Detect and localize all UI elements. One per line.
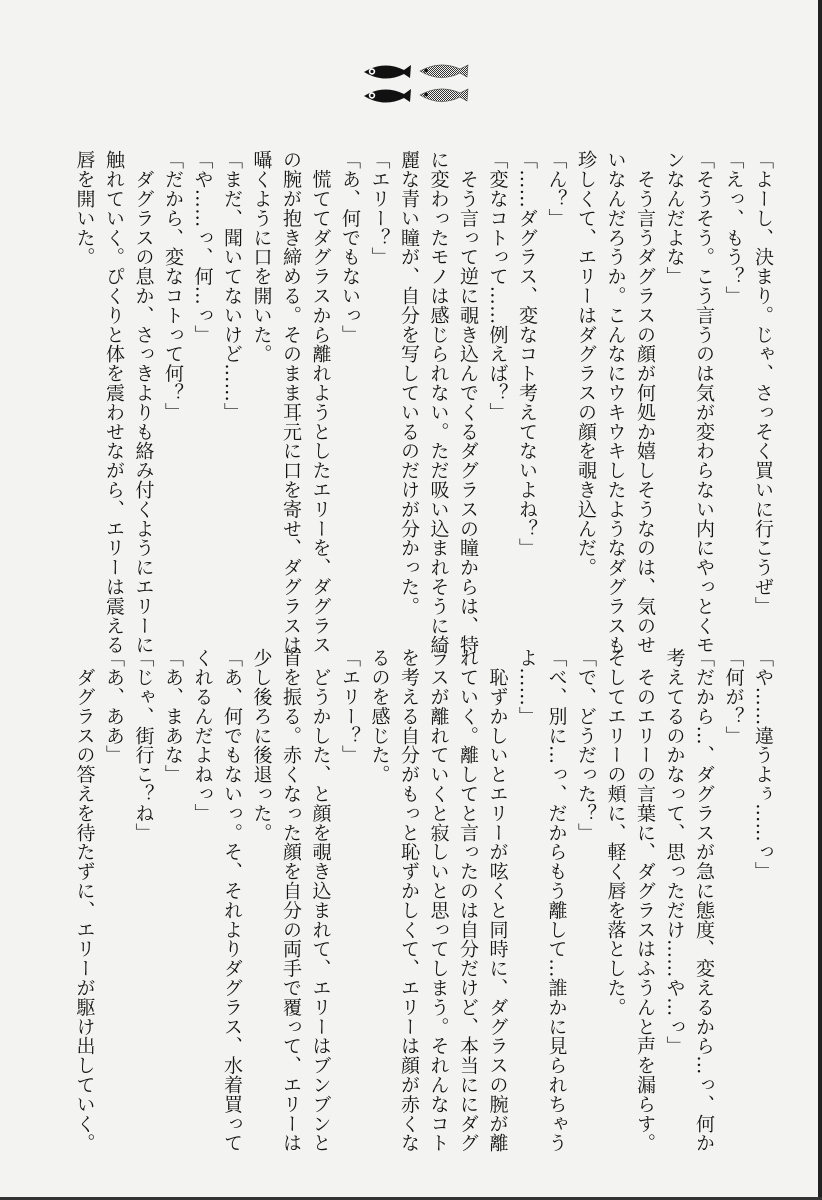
text-column: 「そうそう。こう言うのは気が変わらない内にやっとくモ [693,150,715,655]
text-column: 「あ、まあな」 [162,648,184,784]
text-column: よ……」 [516,648,538,726]
text-block-upper [67,150,777,655]
fish-patterned-icon [420,89,468,102]
text-column: 「あ、何でもないっ。そ、それよりダグラス、水着買って [221,648,243,1153]
text-column: るのを感じた。 [368,648,391,784]
text-column: 考えてるのかなって、思っただけ……や…っ」 [663,648,686,1056]
text-column: 「だから…、ダグラスが急に態度、変えるから…っ、何か [693,648,715,1153]
text-column: 少し後ろに後退った。 [250,648,273,842]
text-column: 「エリー？」 [368,150,391,267]
text-column: 囁くように口を開いた。 [250,150,273,364]
text-column: 「あ、ああ」 [103,648,125,765]
text-column: 「じゃ、街行こ？ね」 [132,648,155,842]
fish-solid-icon [364,89,411,103]
text-column: 「エリー？」 [339,648,361,765]
fish-solid-icon [364,65,411,79]
text-column: そしてエリーの頬に、軽く唇を落とした。 [604,648,627,1017]
text-column: ダグラスの息か、さっきよりも絡み付くようにエリーに [132,150,155,655]
fish-ornament-icon [358,60,478,108]
text-column: 「べ、別に…っ、だからもう離して…誰かに見られちゃう [545,648,568,1153]
text-column: 麗な青い瞳が、自分を写しているのだけが分かった。 [398,150,420,616]
text-column: に変わったモノは感じられない。ただ吸い込まれそうに綺 [427,150,450,655]
text-column: 「や……違うよぅ……っ」 [752,648,774,881]
text-column: 「……ダグラス、変なコト考えてないよね？」 [516,150,538,558]
text-column: 触れていく。ぴくりと体を震わせながら、エリーは震える [103,150,125,655]
text-column: ンなんだよな」 [663,150,686,286]
text-column: 慌ててダグラスから離れようとしたエリーを、ダグラス [309,150,332,655]
text-column: 「ん？」 [545,150,568,228]
text-column: いなんだろうか。こんなにウキウキしたようなダグラスも [604,150,627,655]
text-column: の腕が抱き締める。そのまま耳元に口を寄せ、ダグラスは [280,150,302,655]
text-column: を考える自分がもっと恥ずかしくて、エリーは顔が赤くな [398,648,420,1153]
text-column: 「や……っ、何…っ」 [191,150,214,344]
text-column: くれるんだよねっ」 [191,648,214,823]
text-column: そのエリーの言葉に、ダグラスはふうんと声を漏らす。 [634,648,656,1153]
text-column: ラスが離れていくと寂しいと思ってしまう。それんなコト [427,648,450,1153]
text-column: そう言って逆に覗き込んでくるダグラスの瞳からは、特 [457,150,479,655]
text-column: れていく。離してと言ったのは自分だけど、本当ににダグ [457,648,479,1153]
text-column: ダグラスの答えを待たずに、エリーが駆け出していく。 [73,648,96,1153]
text-column: 「で、どうだった？」 [575,648,597,842]
text-column: 「変なコトって……例えば？」 [486,150,509,422]
text-column: 「えっ、もう？」 [722,150,745,306]
text-column: どうかした、と顔を覗き込まれて、エリーはブンブンと [309,648,332,1153]
text-column: 首を振る。赤くなった顔を自分の両手で覆って、エリーは [280,648,302,1153]
text-column: そう言うダグラスの顔が何処か嬉しそうなのは、気のせ [634,150,656,655]
scan-edge-right [818,0,822,1200]
text-column: 唇を開いた。 [73,150,96,267]
text-column: 「まだ、聞いてないけど……」 [221,150,243,422]
text-column: 「よーし、決まり。じゃ、さっそく買いに行こうぜ」 [752,150,774,616]
text-column: 恥ずかしいとエリーが呟くと同時に、ダグラスの腕が離 [486,648,509,1153]
fish-patterned-icon [420,65,468,78]
text-column: 「だから、変なコトって何？」 [162,150,184,422]
text-column: 「あ、何でもないっ」 [339,150,361,344]
text-column: 「何が？」 [722,648,745,745]
text-column: 珍しくて、エリーはダグラスの顔を覗き込んだ。 [575,150,597,577]
text-block-lower [67,648,777,1153]
